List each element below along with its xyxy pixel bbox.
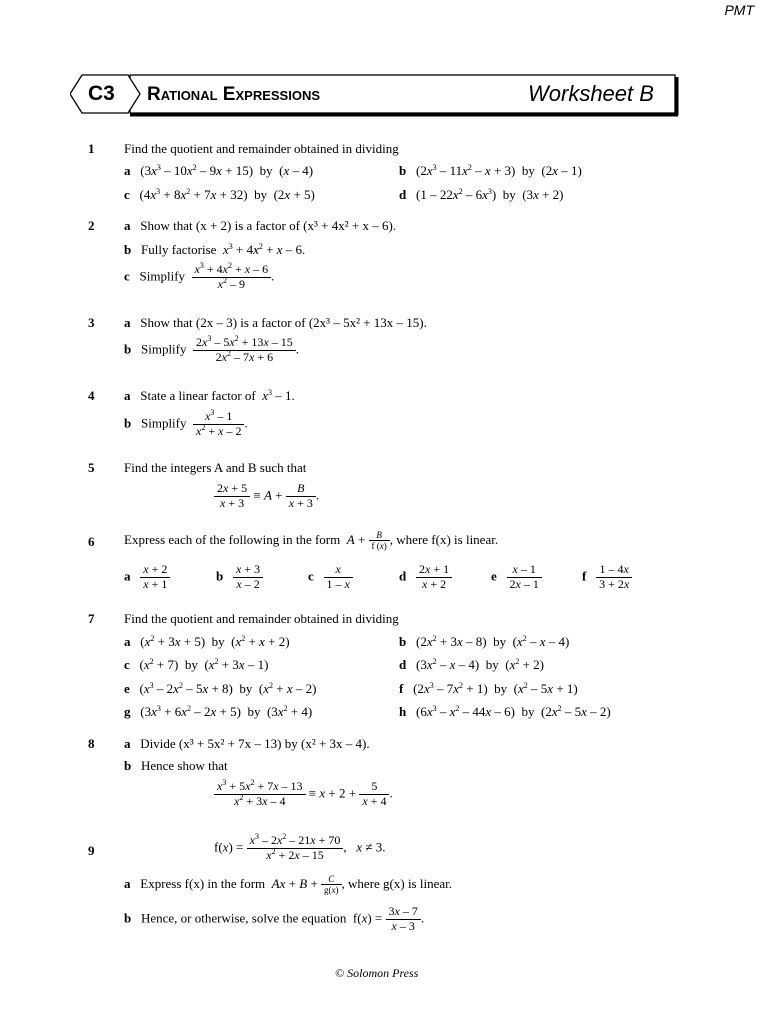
q7-text: Find the quotient and remainder obtained in dividing: [124, 611, 399, 626]
q3-number: 3: [88, 315, 95, 330]
q5-number: 5: [88, 460, 95, 475]
q8a-text: Divide (x³ + 5x² + 7x – 13) by (x² + 3x – 4).: [140, 736, 370, 751]
q4a: a State a linear factor of $x^3 - 1$.: [124, 388, 295, 403]
q1c: c $(4x^3 + 8x^2 + 7x + 32)$ by (2x + 5): [124, 187, 315, 202]
q7c: c $(x^2 + 7)$ by $(x^2 + 3x - 1)$: [124, 657, 269, 672]
q4-number: 4: [88, 388, 95, 403]
q7g: g $(3x^3 + 6x^2 - 2x + 5)$ by $(3x^2 + 4)$: [124, 704, 313, 719]
q3a-text: Show that (2x – 3) is a factor of (2x³ – 5x² + 13x – 15).: [140, 315, 427, 330]
q2c-text: Simplify: [139, 268, 186, 284]
q9-function: f(x) = $\frac{x^3 - 2x^2 - 21x + 70}{x^2 + 2x - 15}$ , x ≠ 3.: [214, 832, 386, 862]
q1-text: Find the quotient and remainder obtained in dividing: [124, 141, 399, 156]
q9a-text-pre: Express f(x) in the form: [140, 875, 266, 891]
q6b: b $\frac{x + 3}{x - 2}$: [216, 563, 263, 592]
q7b: b $(2x^2 + 3x - 8)$ by ($x^2$ – x – 4): [399, 634, 570, 649]
q7e: e $(x^3 - 2x^2 - 5x + 8)$ by $(x^2 + x - 2)$: [124, 681, 317, 696]
header-worksheet: Worksheet B: [528, 81, 654, 106]
q6c: c $\frac{x}{1 - x}$: [308, 563, 353, 592]
header-title: Rational Expressions: [147, 84, 321, 105]
q8a: a Divide (x³ + 5x² + 7x – 13) by (x² + 3x – 4).: [124, 736, 370, 751]
q8-identity: $\frac{x^3 + 5x^2 + 7x - 13}{x^2 + 3x - 4}$ ≡ x + 2 + $\frac{5}{x + 4}$ .: [214, 780, 393, 809]
footer-copyright: © Solomon Press: [335, 966, 419, 980]
q3a: a Show that (2x – 3) is a factor of (2x³ – 5x² + 13x – 15).: [124, 315, 427, 330]
q2c: c Simplify $\frac{x^3 + 4x^2 + x - 6}{x^2 - 9}$ .: [124, 261, 275, 291]
q6e: e $\frac{x - 1}{2x - 1}$: [491, 563, 542, 592]
q9a: a Express f(x) in the form Ax + B + $\frac{C}{g(x)}$ , where g(x) is linear.: [124, 874, 452, 896]
q8b: b Hence show that: [124, 758, 228, 773]
q9-number: 9: [88, 843, 95, 858]
q2b-text: Fully factorise: [140, 242, 217, 257]
q6f: f $\frac{1 - 4x}{3 + 2x}$: [582, 563, 632, 592]
q7h: h $(6x^3 - x^2 - 44x - 6)$ by $(2x^2 - 5x - 2)$: [399, 704, 611, 719]
q1a: a $(3x^3 - 10x^2 - 9x + 15)$ by (x – 4): [124, 163, 314, 178]
q8b-text: Hence show that: [140, 758, 228, 773]
q1d: d $(1 - 22x^2 - 6x^3)$ by (3x + 2): [399, 187, 564, 202]
q6-number: 6: [88, 534, 95, 549]
q6-text: Express each of the following in the form A + $\frac{B}{f (x)}$ , where f(x) is linear.: [124, 530, 499, 552]
q9b: b Hence, or otherwise, solve the equation f(x) = $\frac{3x - 7}{x - 3}$ .: [124, 904, 425, 933]
q6-text-pre: Express each of the following in the form: [124, 531, 341, 547]
q7a: a $(x^2 + 3x + 5)$ by $(x^2 + x + 2)$: [124, 634, 290, 649]
q1b: b $(2x^3 - 11x^2 - x + 3)$ by (2x – 1): [399, 163, 582, 178]
q7d: d ($3x^2$ – x – 4) by $(x^2 + 2)$: [399, 657, 545, 672]
q4a-text: State a linear factor of: [140, 388, 256, 403]
q7-number: 7: [88, 611, 95, 626]
header-code: C3: [88, 82, 115, 105]
q2a: a Show that (x + 2) is a factor of (x³ + 4x² + x – 6).: [124, 218, 397, 233]
q6d: d $\frac{2x + 1}{x + 2}$: [399, 563, 452, 592]
q3b: b Simplify $\frac{2x^3 - 5x^2 + 13x - 15}{2x^2 - 7x + 6}$ .: [124, 334, 300, 364]
q9b-text: Hence, or otherwise, solve the equation: [140, 910, 347, 926]
q6a: a $\frac{x + 2}{x + 1}$: [124, 563, 170, 592]
q3b-text: Simplify: [140, 341, 187, 357]
corner-label: PMT: [724, 2, 754, 18]
q5-identity: $\frac{2x + 5}{x + 3}$ ≡ A + $\frac{B}{x + 3}$ .: [214, 482, 319, 511]
q1-number: 1: [88, 141, 95, 156]
q4b-text: Simplify: [140, 415, 187, 431]
q6-text-post: , where f(x) is linear.: [389, 531, 499, 547]
q7f: f $(2x^3 - 7x^2 + 1)$ by $(x^2 - 5x + 1)$: [399, 681, 578, 696]
q2-number: 2: [88, 218, 95, 233]
q2b: b Fully factorise $x^3 + 4x^2 + x - 6$.: [124, 242, 306, 257]
q4b: b Simplify $\frac{x^3 - 1}{x^2 + x - 2}$ .: [124, 408, 248, 438]
q9a-text-post: , where g(x) is linear.: [341, 875, 452, 891]
q8-number: 8: [88, 736, 95, 751]
q5-text: Find the integers A and B such that: [124, 460, 307, 475]
q2a-text: Show that (x + 2) is a factor of (x³ + 4x² + x – 6).: [140, 218, 397, 233]
